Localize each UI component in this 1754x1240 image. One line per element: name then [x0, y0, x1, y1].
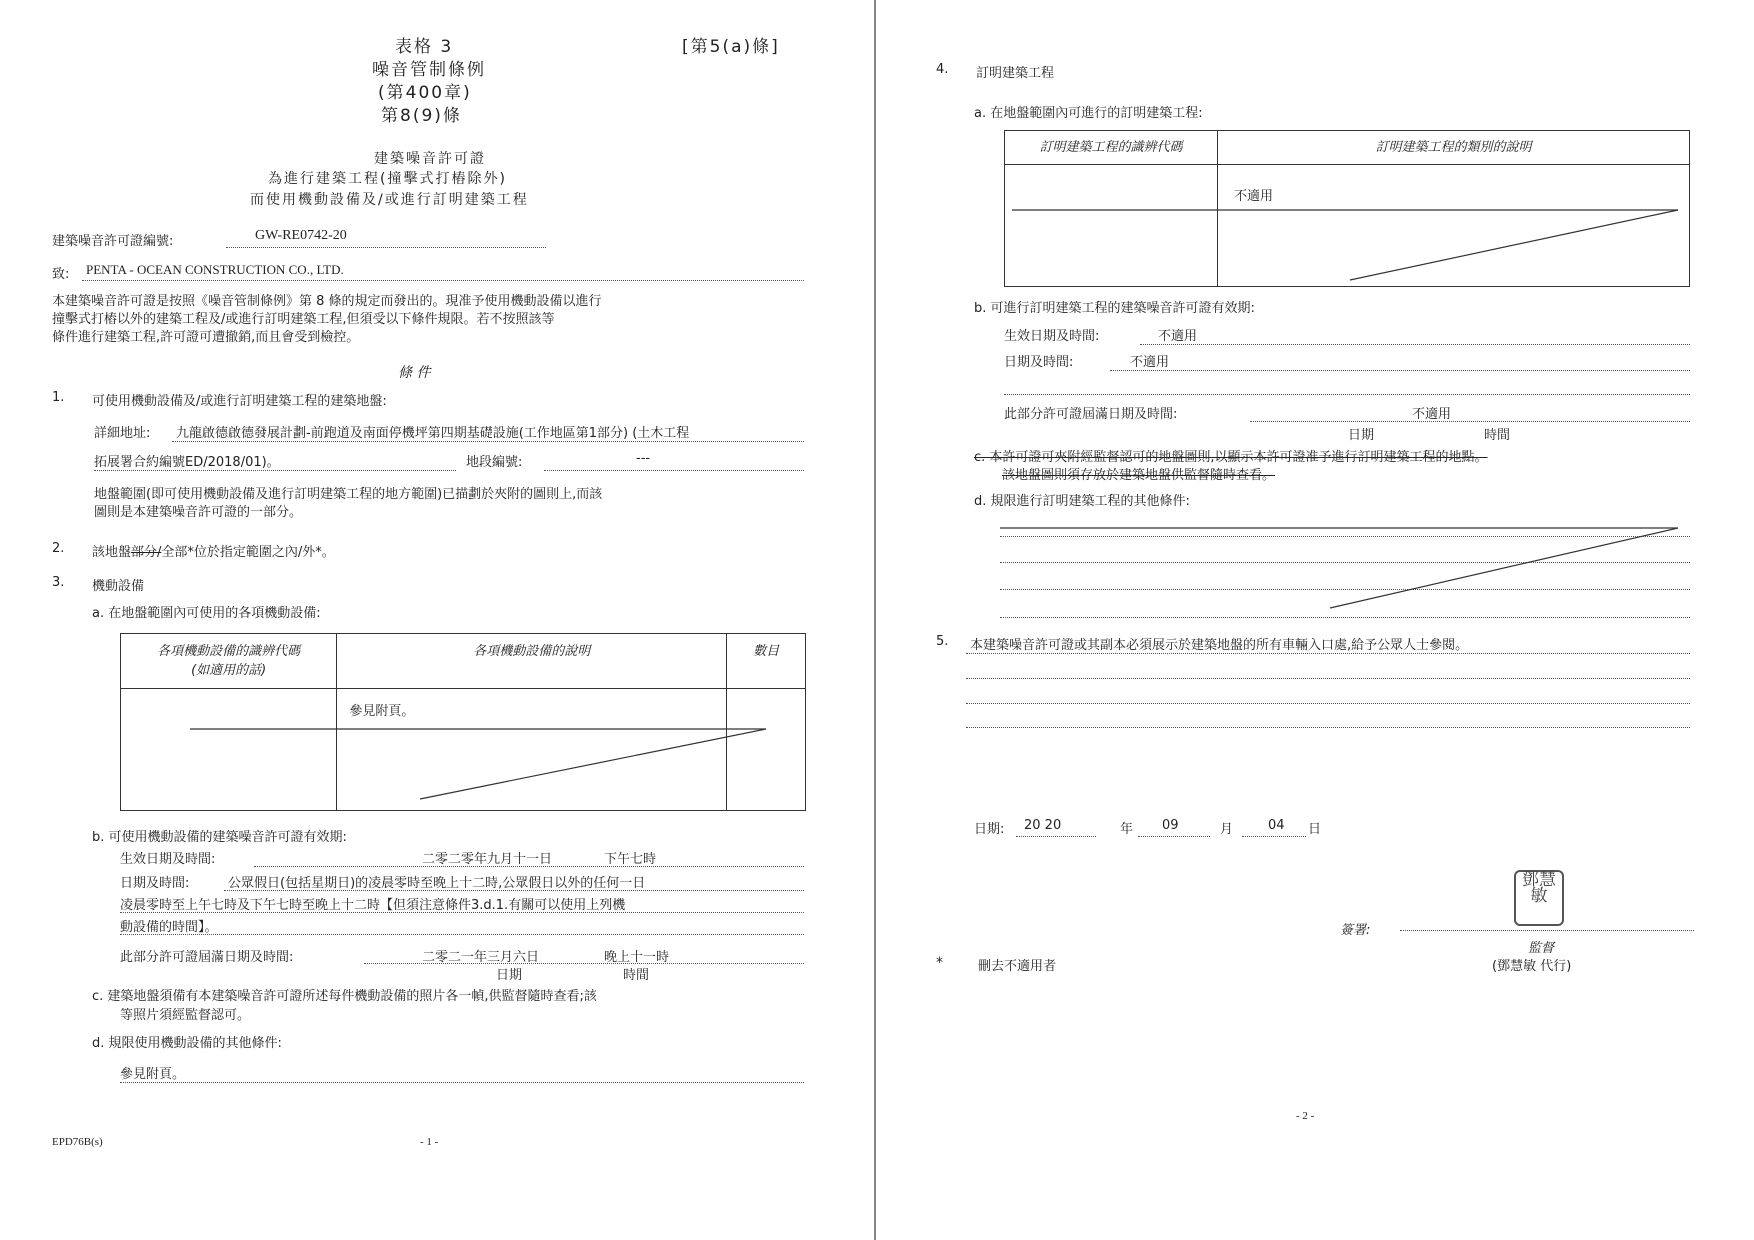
pcw-date-caption: 日期: [1348, 428, 1375, 443]
site-text-1: 地盤範圍(即可使用機動設備及進行訂明建築工程的地方範圍)已描劃於夾附的圖則上,而該: [94, 487, 603, 502]
ordinance-name: 噪音管制條例: [372, 60, 486, 80]
date-year-underline: [1016, 836, 1096, 837]
permit-number-label: 建築噪音許可證編號:: [52, 234, 174, 249]
permit-title: 建築噪音許可證: [374, 151, 486, 167]
condition-4a-text: a. 在地盤範圍內可進行的訂明建築工程:: [974, 106, 1203, 121]
pme-expiry-underline: [364, 963, 804, 964]
condition-3d-value: 參見附頁。: [120, 1067, 186, 1082]
intro-line-1: 本建築噪音許可證是按照《噪音管制條例》第 8 條的規定而發出的。現准予使用機動設備以進行: [52, 294, 602, 309]
pme-datetime-line-2: 凌晨零時至上午七時及下午七時至晚上十二時【但須注意條件3.d.1.有關可以使用上列機: [120, 898, 626, 913]
date-label: 日期:: [974, 822, 1005, 837]
pme-effective-date: 二零二零年九月十一日: [422, 852, 553, 867]
pme-time-caption: 時間: [623, 968, 650, 983]
condition-5-number: 5.: [936, 634, 949, 649]
site-text-2: 圖則是本建築噪音許可證的一部分。: [94, 505, 303, 520]
lot-number: ---: [636, 451, 651, 466]
signer-name: (鄧慧敏 代行): [1492, 959, 1572, 974]
intro-line-3: 條件進行建築工程,許可證可遭撤銷,而且會受到檢控。: [52, 330, 360, 345]
date-month-underline: [1138, 836, 1210, 837]
conditions-heading: 條 件: [398, 365, 431, 381]
condition-2-text: 該地盤部分/全部*位於指定範圍之內/外*。: [92, 545, 335, 560]
condition-3c-line-2: 等照片須經監督認可。: [120, 1008, 251, 1023]
pcw-expiry-label: 此部分許可證屆滿日期及時間:: [1004, 407, 1178, 422]
condition-3a-text: a. 在地盤範圍內可使用的各項機動設備:: [92, 606, 321, 621]
page-1: [0, 0, 876, 1240]
pcw-effective-value: 不適用: [1158, 329, 1198, 344]
condition-5-text: 本建築噪音許可證或其副本必須展示於建築地盤的所有車輛入口處,給予公眾人士參閱。: [970, 638, 1469, 653]
condition-1-number: 1.: [52, 390, 65, 405]
pme-datetime-underline-3: [120, 934, 804, 935]
footnote-mark: *: [936, 955, 943, 971]
condition-3b-text: b. 可使用機動設備的建築噪音許可證有效期:: [92, 830, 347, 845]
condition-4-number: 4.: [936, 62, 949, 77]
condition-4c-line-2: 該地盤圖則須存放於建築地盤供監督隨時查看。: [1002, 468, 1276, 483]
condition-4-text: 訂明建築工程: [976, 66, 1055, 81]
condition-4d-text: d. 規限進行訂明建築工程的其他條件:: [974, 494, 1190, 509]
condition-4b-text: b. 可進行訂明建築工程的建築噪音許可證有效期:: [974, 301, 1255, 316]
pcw-datetime-value: 不適用: [1130, 355, 1170, 370]
signature-label: 簽署:: [1340, 923, 1371, 938]
form-code: EPD76B(s): [52, 1136, 103, 1148]
intro-line-2: 撞擊式打樁以外的建築工程及/或進行訂明建築工程,但須受以下條件規限。若不按照該等: [52, 312, 555, 327]
pme-datetime-line-1: 公眾假日(包括星期日)的凌晨零時至晚上十二時,公眾假日以外的任何一日: [228, 876, 646, 891]
section-reference: [第5(a)條]: [682, 37, 780, 57]
pme-effective-label: 生效日期及時間:: [120, 852, 216, 867]
pme-date-caption: 日期: [496, 968, 523, 983]
pme-cancel-diagonal: [420, 729, 766, 799]
pcw-datetime-label: 日期及時間:: [1004, 355, 1074, 370]
address-label: 詳細地址:: [94, 426, 151, 441]
pme-datetime-underline-1: [224, 890, 804, 891]
date-year-unit: 年: [1120, 822, 1134, 837]
form-number: 表格 3: [395, 37, 454, 57]
condition-5-underline-1: [966, 653, 1690, 654]
page-number-2: - 2 -: [1296, 1110, 1315, 1122]
date-month: 09: [1162, 818, 1179, 833]
pcw-expiry-value: 不適用: [1412, 407, 1452, 422]
date-day-underline: [1242, 836, 1306, 837]
condition-2-number: 2.: [52, 541, 65, 556]
official-seal: [1514, 870, 1564, 926]
authority-title: 監督: [1528, 941, 1555, 956]
condition-3c-line-1: c. 建築地盤須備有本建築噪音許可證所述每件機動設備的照片各一幀,供監督隨時查看;該: [92, 989, 597, 1004]
condition-3-number: 3.: [52, 575, 65, 590]
signature-underline: [1400, 930, 1694, 931]
date-month-unit: 月: [1220, 822, 1234, 837]
pcw-header-description: 訂明建築工程的類別的說明: [1218, 131, 1690, 165]
permit-number: GW-RE0742-20: [255, 228, 347, 243]
condition-5-underline-3: [966, 703, 1690, 704]
pme-datetime-underline-2: [120, 912, 804, 913]
lot-label: 地段編號:: [466, 455, 523, 470]
pcw-description-value: 不適用: [1234, 189, 1274, 204]
condition-3d-text: d. 規限使用機動設備的其他條件:: [92, 1036, 282, 1051]
condition-3-text: 機動設備: [92, 579, 145, 594]
pme-expiry-date: 二零二一年三月六日: [422, 950, 540, 965]
pcw-effective-label: 生效日期及時間:: [1004, 329, 1100, 344]
pme-datetime-line-3: 動設備的時間】。: [120, 920, 218, 935]
pcw-header-code: 訂明建築工程的識辨代碼: [1005, 131, 1218, 165]
pcw-time-caption: 時間: [1484, 428, 1511, 443]
addressee: PENTA - OCEAN CONSTRUCTION CO., LTD.: [86, 262, 344, 277]
condition-3d-underline: [120, 1082, 804, 1083]
to-label: 致:: [52, 267, 70, 282]
footnote-text: 刪去不適用者: [978, 959, 1057, 974]
page-number-1: - 1 -: [420, 1136, 439, 1148]
pme-effective-time: 下午七時: [604, 852, 657, 867]
condition-5-underline-4: [966, 727, 1690, 728]
date-year: 20 20: [1024, 818, 1062, 833]
date-day-unit: 日: [1308, 822, 1322, 837]
pme-header-description: 各項機動設備的說明: [337, 634, 727, 689]
page-2: [878, 0, 1754, 1240]
pme-header-quantity: 數目: [727, 634, 806, 689]
pcw-other-cancel-diagonal: [1330, 528, 1678, 608]
address-line-1: 九龍啟德啟德發展計劃-前跑道及南面停機坪第四期基礎設施(工作地區第1部分) (土木工程: [176, 426, 690, 441]
pme-expiry-time: 晚上十一時: [604, 950, 670, 965]
date-day: 04: [1268, 818, 1285, 833]
condition-4c-line-1: c. 本許可證可夾附經監督認可的地盤圖則,以顯示本許可證准予進行訂明建築工程的地點。: [974, 450, 1488, 465]
chapter-number: (第400章): [378, 83, 472, 103]
section-number: 第8(9)條: [381, 106, 462, 126]
pcw-other-cancel-lines: [878, 0, 1754, 1240]
condition-1-text: 可使用機動設備及/或進行訂明建築工程的建築地盤:: [92, 394, 387, 409]
address-line-2: 拓展署合約編號ED/2018/01)。: [94, 455, 280, 470]
condition-5-underline-2: [966, 678, 1690, 679]
pme-expiry-label: 此部分許可證屆滿日期及時間:: [120, 950, 294, 965]
pme-datetime-label: 日期及時間:: [120, 876, 190, 891]
pme-table-cancel-lines: [0, 0, 876, 1240]
seal-text: 鄧慧敏: [1522, 870, 1556, 906]
permit-subtitle-2: 而使用機動設備及/或進行訂明建築工程: [250, 192, 529, 208]
pme-header-code: 各項機動設備的識辨代碼 (如適用的話): [121, 634, 337, 689]
pme-effective-underline: [254, 866, 804, 867]
pme-description-value: 參見附頁。: [349, 704, 415, 719]
permit-subtitle-1: 為進行建築工程(撞擊式打樁除外): [268, 171, 507, 187]
